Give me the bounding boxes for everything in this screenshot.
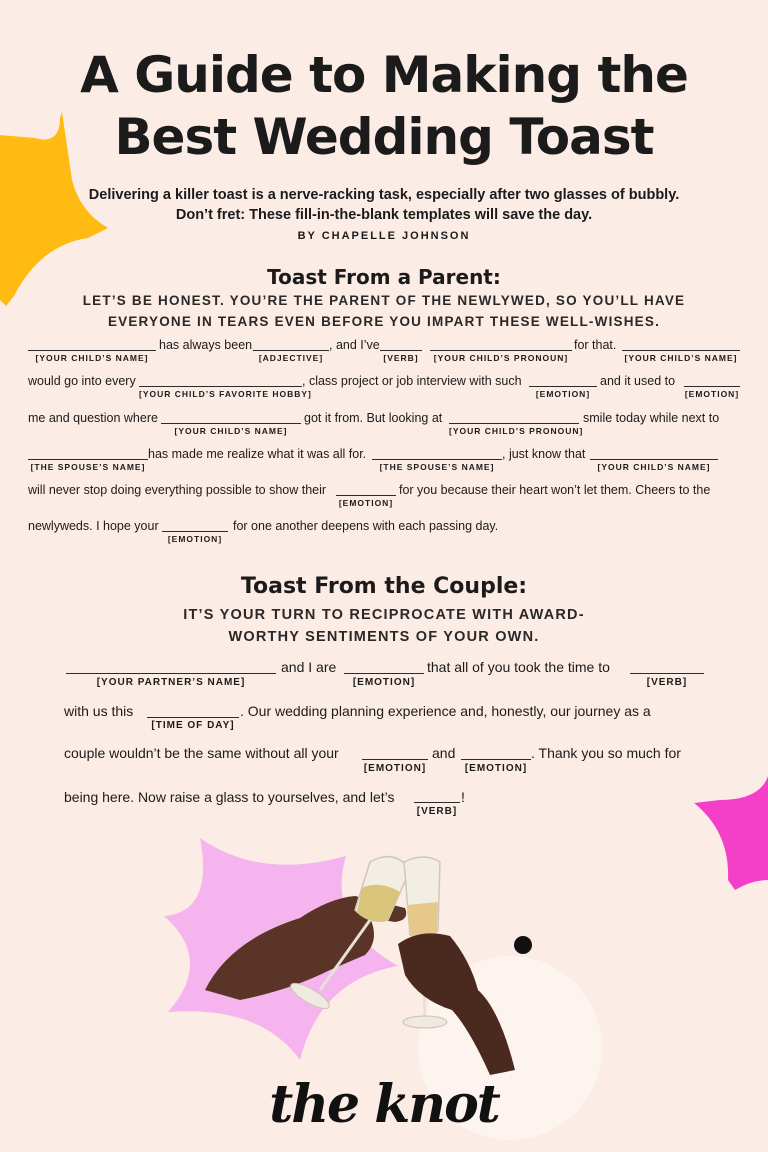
toast-text: and it used to	[600, 374, 676, 388]
blank-line[interactable]	[162, 531, 228, 532]
toast-text: for one another deepens with each passing day.	[233, 519, 499, 533]
blank-line[interactable]	[372, 459, 502, 460]
title-line-2: Best Wedding Toast	[114, 108, 654, 166]
toast-text: got it from. But looking at	[304, 411, 443, 425]
toast-text: and	[432, 745, 456, 761]
blank-label: [YOUR CHILD’S NAME]	[624, 353, 738, 363]
blank-line[interactable]	[147, 717, 239, 718]
blank-line[interactable]	[449, 423, 579, 424]
blank-label: [YOUR CHILD’S FAVORITE HOBBY]	[139, 389, 312, 399]
blank-line[interactable]	[139, 386, 302, 387]
toast-text: and I are	[281, 659, 337, 675]
toast-text: has made me realize what it was all for.	[148, 447, 367, 461]
blank-line[interactable]	[380, 350, 422, 351]
blank-label: [ADJECTIVE]	[258, 353, 324, 363]
blank-label: [YOUR CHILD’S NAME]	[174, 426, 288, 436]
blank-label: [YOUR CHILD’S NAME]	[35, 353, 149, 363]
blank-line[interactable]	[66, 673, 276, 674]
toast-text: , and I’ve	[329, 338, 380, 352]
blank-label: [EMOTION]	[167, 534, 223, 544]
blank-line[interactable]	[161, 423, 301, 424]
blank-label: [YOUR PARTNER’S NAME]	[96, 677, 246, 688]
blank-line[interactable]	[630, 673, 704, 674]
toast-text: , just know that	[502, 447, 586, 461]
toast-text: . Thank you so much for	[531, 745, 681, 761]
toast-text: newlyweds. I hope your	[28, 519, 159, 533]
couple-subheading-line-1: IT’S YOUR TURN TO RECIPROCATE WITH AWARD-	[183, 607, 585, 623]
blank-line[interactable]	[461, 759, 531, 760]
blank-line[interactable]	[253, 350, 329, 351]
blank-line[interactable]	[28, 459, 148, 460]
blank-label: [VERB]	[416, 806, 458, 817]
toast-text: , class project or job interview with such	[302, 374, 522, 388]
parent-subheading-line-2: EVERYONE IN TEARS EVEN BEFORE YOU IMPART THESE WELL-WISHES.	[107, 314, 661, 329]
page-title	[0, 44, 768, 168]
toast-text: . Our wedding planning experience and, honestly, our journey as a	[240, 703, 651, 719]
byline: BY CHAPELLE JOHNSON	[297, 230, 471, 242]
blank-label: [EMOTION]	[535, 389, 591, 399]
blank-label: [YOUR CHILD’S PRONOUN]	[433, 353, 569, 363]
toast-text: for you because their heart won’t let them. Cheers to the	[399, 483, 711, 497]
couple-subheading	[0, 604, 768, 648]
toast-text: would go into every	[28, 374, 136, 388]
blank-line[interactable]	[529, 386, 597, 387]
toast-text: being here. Now raise a glass to yourselves, and let’s	[64, 789, 395, 805]
blank-line[interactable]	[362, 759, 428, 760]
toast-text: that all of you took the time to	[427, 659, 610, 675]
blank-label: [THE SPOUSE’S NAME]	[379, 462, 495, 472]
intro-text: Delivering a killer toast is a nerve-racking task, especially after two glasses of bubbly. Don’t fret: These fill-in-the-blank templates will save the day.	[88, 187, 680, 223]
toast-text: with us this	[64, 703, 134, 719]
the-knot-logo: the knot	[269, 1074, 499, 1135]
blank-line[interactable]	[414, 802, 460, 803]
blank-label: [YOUR CHILD’S PRONOUN]	[449, 426, 584, 436]
toast-text: me and question where	[28, 411, 158, 425]
toast-text: will never stop doing everything possible to show their	[28, 483, 327, 497]
blank-label: [EMOTION]	[684, 389, 740, 399]
toast-text: couple wouldn’t be the same without all your	[64, 745, 339, 761]
blank-label: [EMOTION]	[363, 763, 427, 774]
blank-line[interactable]	[28, 350, 156, 351]
blank-line[interactable]	[344, 673, 424, 674]
toast-text: smile today while next to	[583, 411, 720, 425]
blank-line[interactable]	[622, 350, 740, 351]
parent-subheading-line-1: LET’S BE HONEST. YOU’RE THE PARENT OF THE NEWLYWED, SO YOU’LL HAVE	[82, 293, 686, 308]
blank-label: [EMOTION]	[464, 763, 528, 774]
blank-label: [YOUR CHILD’S NAME]	[597, 462, 711, 472]
toast-text: has always been	[159, 338, 253, 352]
blank-label: [TIME OF DAY]	[151, 720, 235, 731]
blank-line[interactable]	[336, 495, 396, 496]
couple-subheading-line-2: WORTHY SENTIMENTS OF YOUR OWN.	[228, 629, 540, 645]
title-line-1: A Guide to Making the	[80, 46, 688, 104]
blank-label: [VERB]	[646, 677, 688, 688]
blank-label: [EMOTION]	[352, 677, 416, 688]
toast-text: for that.	[574, 338, 617, 352]
couple-heading: Toast From the Couple:	[240, 574, 528, 599]
parent-subheading	[0, 290, 768, 332]
blank-label: [EMOTION]	[338, 498, 394, 508]
blank-label: [THE SPOUSE’S NAME]	[30, 462, 146, 472]
blank-line[interactable]	[430, 350, 572, 351]
parent-heading: Toast From a Parent:	[267, 265, 501, 289]
toast-text: !	[461, 789, 465, 805]
blank-line[interactable]	[684, 386, 740, 387]
blank-line[interactable]	[590, 459, 718, 460]
blank-label: [VERB]	[383, 353, 419, 363]
